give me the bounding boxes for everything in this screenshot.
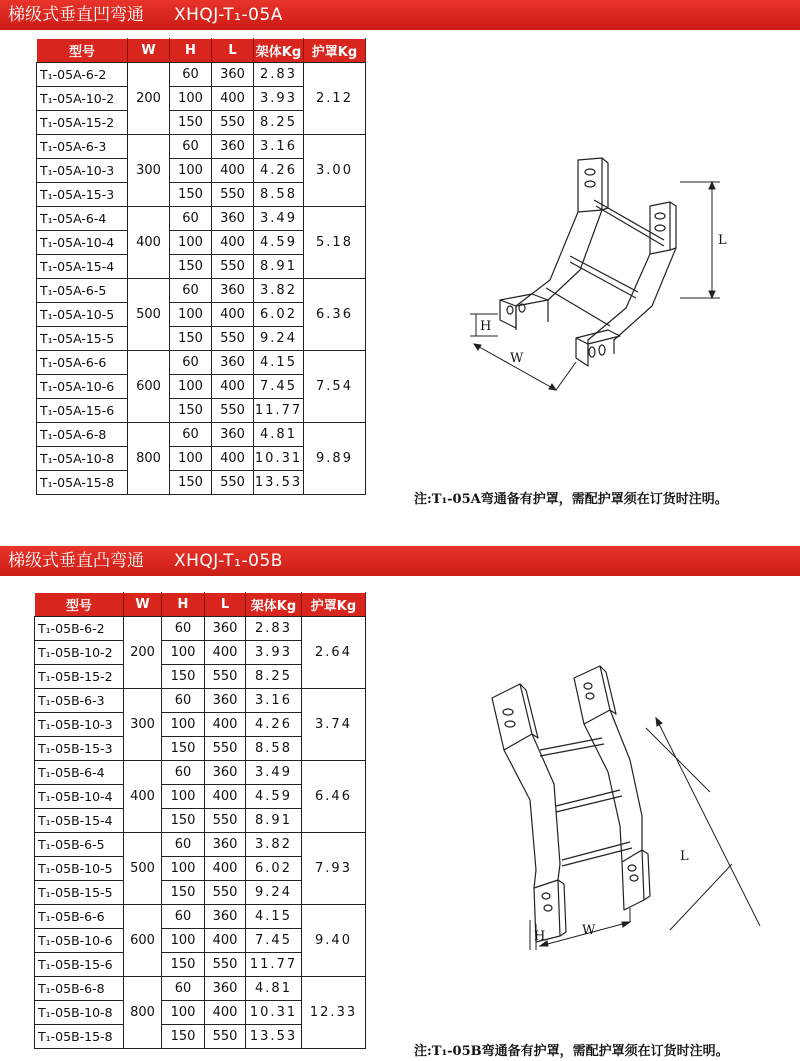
frame-weight-cell: 4.15: [254, 351, 304, 375]
frame-weight-cell: 13.53: [254, 471, 304, 495]
frame-weight-cell: 6.02: [254, 303, 304, 327]
height-cell: 150: [162, 809, 205, 833]
frame-weight-cell: 3.49: [246, 761, 302, 785]
frame-weight-cell: 4.81: [254, 423, 304, 447]
length-cell: 360: [212, 135, 254, 159]
width-cell: 600: [124, 905, 162, 977]
length-cell: 400: [205, 929, 246, 953]
height-cell: 60: [170, 351, 212, 375]
section-code: XHQJ-T₁-05A: [174, 5, 283, 25]
length-cell: 360: [212, 279, 254, 303]
column-header: W: [124, 593, 162, 617]
frame-weight-cell: 4.81: [246, 977, 302, 1001]
frame-weight-cell: 3.93: [246, 641, 302, 665]
table-body: [35, 617, 366, 1049]
height-cell: 60: [170, 423, 212, 447]
length-cell: 550: [212, 327, 254, 351]
height-cell: 60: [162, 761, 205, 785]
rung: [546, 288, 610, 326]
table-row: [35, 833, 366, 857]
length-cell: 550: [205, 881, 246, 905]
length-cell: 550: [212, 399, 254, 423]
height-cell: 100: [170, 375, 212, 399]
height-cell: 150: [162, 1025, 205, 1049]
guard-weight-cell: 5.18: [304, 207, 366, 279]
frame-weight-cell: 3.93: [254, 87, 304, 111]
model-cell: T₁-05A-10-8: [37, 447, 128, 471]
length-cell: 400: [205, 1001, 246, 1025]
model-cell: T₁-05A-15-3: [37, 183, 128, 207]
table-header: [35, 593, 366, 617]
frame-weight-cell: 8.58: [246, 737, 302, 761]
guard-weight-cell: 6.36: [304, 279, 366, 351]
spec-table-b: [34, 592, 366, 1049]
length-cell: 400: [212, 231, 254, 255]
length-cell: 400: [212, 87, 254, 111]
width-cell: 500: [124, 833, 162, 905]
section-banner-b: [0, 546, 800, 576]
model-cell: T₁-05A-6-5: [37, 279, 128, 303]
rail-top-right: [650, 202, 670, 254]
table-header: [37, 39, 366, 63]
end-plate-top-left: [492, 684, 532, 750]
column-header: 型号: [35, 593, 124, 617]
length-cell: 400: [212, 303, 254, 327]
model-cell: T₁-05A-15-6: [37, 399, 128, 423]
header-row: [35, 593, 366, 617]
rung: [540, 738, 602, 750]
guard-weight-cell: 2.12: [304, 63, 366, 135]
guard-weight-cell: 7.54: [304, 351, 366, 423]
model-cell: T₁-05A-15-4: [37, 255, 128, 279]
width-cell: 800: [128, 423, 170, 495]
width-cell: 200: [128, 63, 170, 135]
dim-label-w: W: [510, 351, 524, 366]
length-cell: 360: [205, 689, 246, 713]
frame-weight-cell: 2.83: [246, 617, 302, 641]
height-cell: 60: [162, 977, 205, 1001]
model-cell: T₁-05B-6-5: [35, 833, 124, 857]
height-cell: 100: [162, 785, 205, 809]
frame-weight-cell: 11.77: [254, 399, 304, 423]
model-cell: T₁-05B-10-5: [35, 857, 124, 881]
table-row: [37, 423, 366, 447]
end-plate-top-right: [574, 666, 610, 724]
model-cell: T₁-05B-15-2: [35, 665, 124, 689]
column-header: 架体Kg: [246, 593, 302, 617]
model-cell: T₁-05A-6-4: [37, 207, 128, 231]
model-cell: T₁-05A-10-2: [37, 87, 128, 111]
dim-label-h: H: [480, 319, 492, 334]
guard-weight-cell: 9.40: [302, 905, 366, 977]
section-code: XHQJ-T₁-05B: [174, 551, 283, 571]
length-cell: 360: [205, 617, 246, 641]
frame-weight-cell: 6.02: [246, 857, 302, 881]
length-cell: 400: [205, 857, 246, 881]
section-title: 梯级式垂直凸弯通: [8, 551, 144, 571]
frame-weight-cell: 3.82: [254, 279, 304, 303]
frame-weight-cell: 3.16: [254, 135, 304, 159]
model-cell: T₁-05B-6-6: [35, 905, 124, 929]
height-cell: 60: [170, 135, 212, 159]
height-cell: 100: [162, 641, 205, 665]
concave-elbow-drawing: [430, 130, 750, 410]
order-note-b: 注:T₁-05B弯通备有护罩，需配护罩须在订货时注明。: [414, 1044, 729, 1059]
model-cell: T₁-05B-10-3: [35, 713, 124, 737]
height-cell: 100: [162, 1001, 205, 1025]
height-cell: 150: [170, 327, 212, 351]
model-cell: T₁-05B-15-3: [35, 737, 124, 761]
width-cell: 800: [124, 977, 162, 1049]
frame-weight-cell: 7.45: [254, 375, 304, 399]
table-row: [37, 135, 366, 159]
section-title: 梯级式垂直凹弯通: [8, 5, 144, 25]
table-row: [35, 905, 366, 929]
length-cell: 550: [212, 255, 254, 279]
model-cell: T₁-05A-6-3: [37, 135, 128, 159]
frame-weight-cell: 2.83: [254, 63, 304, 87]
rail-top-left: [578, 158, 602, 212]
convex-elbow-drawing: [470, 650, 770, 960]
frame-weight-cell: 10.31: [254, 447, 304, 471]
frame-weight-cell: 9.24: [246, 881, 302, 905]
model-cell: T₁-05B-10-4: [35, 785, 124, 809]
guard-weight-cell: 9.89: [304, 423, 366, 495]
model-cell: T₁-05A-15-5: [37, 327, 128, 351]
model-cell: T₁-05B-6-2: [35, 617, 124, 641]
width-cell: 300: [124, 689, 162, 761]
height-cell: 150: [162, 953, 205, 977]
length-cell: 550: [212, 471, 254, 495]
height-cell: 150: [170, 111, 212, 135]
frame-weight-cell: 3.49: [254, 207, 304, 231]
length-cell: 550: [212, 183, 254, 207]
length-cell: 360: [205, 905, 246, 929]
height-cell: 100: [170, 87, 212, 111]
column-header: 护罩Kg: [304, 39, 366, 63]
length-cell: 360: [212, 63, 254, 87]
dim-label-l: L: [718, 233, 727, 248]
length-cell: 550: [212, 111, 254, 135]
length-cell: 400: [205, 641, 246, 665]
model-cell: T₁-05B-15-6: [35, 953, 124, 977]
height-cell: 60: [162, 833, 205, 857]
dim-label-h: H: [534, 929, 546, 944]
height-cell: 150: [170, 471, 212, 495]
frame-weight-cell: 13.53: [246, 1025, 302, 1049]
length-cell: 550: [205, 1025, 246, 1049]
width-cell: 600: [128, 351, 170, 423]
table-row: [35, 977, 366, 1001]
height-cell: 60: [170, 279, 212, 303]
height-cell: 100: [170, 303, 212, 327]
frame-weight-cell: 8.25: [254, 111, 304, 135]
table-row: [37, 351, 366, 375]
frame-weight-cell: 8.25: [246, 665, 302, 689]
dim-label-w: W: [582, 923, 596, 938]
column-header: W: [128, 39, 170, 63]
header-row: [37, 39, 366, 63]
height-cell: 100: [162, 713, 205, 737]
model-cell: T₁-05B-6-4: [35, 761, 124, 785]
guard-weight-cell: 7.93: [302, 833, 366, 905]
column-header: L: [205, 593, 246, 617]
model-cell: T₁-05A-6-6: [37, 351, 128, 375]
model-cell: T₁-05B-15-5: [35, 881, 124, 905]
length-cell: 360: [212, 423, 254, 447]
height-cell: 60: [170, 63, 212, 87]
height-cell: 60: [162, 617, 205, 641]
height-cell: 150: [162, 665, 205, 689]
dim-label-l: L: [680, 849, 689, 864]
length-cell: 360: [212, 207, 254, 231]
frame-weight-cell: 11.77: [246, 953, 302, 977]
height-cell: 150: [162, 737, 205, 761]
height-cell: 60: [170, 207, 212, 231]
column-header: H: [170, 39, 212, 63]
guard-weight-cell: 3.00: [304, 135, 366, 207]
height-cell: 100: [170, 447, 212, 471]
guard-weight-cell: 6.46: [302, 761, 366, 833]
frame-weight-cell: 10.31: [246, 1001, 302, 1025]
length-cell: 400: [212, 159, 254, 183]
rung: [556, 790, 620, 806]
table-row: [35, 689, 366, 713]
length-cell: 400: [205, 785, 246, 809]
length-cell: 360: [205, 833, 246, 857]
length-cell: 400: [205, 713, 246, 737]
table-row: [37, 279, 366, 303]
frame-weight-cell: 8.58: [254, 183, 304, 207]
model-cell: T₁-05A-10-5: [37, 303, 128, 327]
guard-weight-cell: 3.74: [302, 689, 366, 761]
height-cell: 60: [162, 689, 205, 713]
model-cell: T₁-05B-6-3: [35, 689, 124, 713]
frame-weight-cell: 4.59: [254, 231, 304, 255]
guard-weight-cell: 2.64: [302, 617, 366, 689]
frame-weight-cell: 9.24: [254, 327, 304, 351]
height-cell: 100: [170, 231, 212, 255]
height-cell: 150: [170, 399, 212, 423]
height-cell: 150: [170, 255, 212, 279]
spec-table-a: [36, 38, 366, 495]
width-cell: 400: [124, 761, 162, 833]
width-cell: 300: [128, 135, 170, 207]
model-cell: T₁-05B-10-8: [35, 1001, 124, 1025]
width-cell: 200: [124, 617, 162, 689]
table-body: [37, 63, 366, 495]
model-cell: T₁-05A-10-4: [37, 231, 128, 255]
frame-weight-cell: 4.15: [246, 905, 302, 929]
table-row: [35, 617, 366, 641]
frame-weight-cell: 4.26: [246, 713, 302, 737]
column-header: 型号: [37, 39, 128, 63]
height-cell: 150: [162, 881, 205, 905]
frame-weight-cell: 7.45: [246, 929, 302, 953]
model-cell: T₁-05B-10-6: [35, 929, 124, 953]
column-header: L: [212, 39, 254, 63]
width-cell: 500: [128, 279, 170, 351]
table-row: [37, 207, 366, 231]
frame-weight-cell: 4.59: [246, 785, 302, 809]
length-cell: 550: [205, 737, 246, 761]
table-row: [35, 761, 366, 785]
length-cell: 400: [212, 447, 254, 471]
height-cell: 100: [170, 159, 212, 183]
frame-weight-cell: 4.26: [254, 159, 304, 183]
model-cell: T₁-05A-15-2: [37, 111, 128, 135]
length-cell: 360: [212, 351, 254, 375]
frame-weight-cell: 3.16: [246, 689, 302, 713]
model-cell: T₁-05B-15-8: [35, 1025, 124, 1049]
height-cell: 150: [170, 183, 212, 207]
length-cell: 360: [205, 761, 246, 785]
rung: [594, 200, 664, 240]
length-cell: 550: [205, 665, 246, 689]
model-cell: T₁-05B-15-4: [35, 809, 124, 833]
model-cell: T₁-05A-15-8: [37, 471, 128, 495]
height-cell: 100: [162, 929, 205, 953]
length-cell: 400: [212, 375, 254, 399]
rung: [570, 256, 638, 292]
length-cell: 550: [205, 953, 246, 977]
model-cell: T₁-05B-10-2: [35, 641, 124, 665]
height-cell: 60: [162, 905, 205, 929]
column-header: 护罩Kg: [302, 593, 366, 617]
table-row: [37, 63, 366, 87]
model-cell: T₁-05A-6-2: [37, 63, 128, 87]
length-cell: 360: [205, 977, 246, 1001]
section-banner-a: [0, 0, 800, 30]
height-cell: 100: [162, 857, 205, 881]
model-cell: T₁-05B-6-8: [35, 977, 124, 1001]
rail-bottom-right: [622, 850, 644, 910]
column-header: H: [162, 593, 205, 617]
model-cell: T₁-05A-10-3: [37, 159, 128, 183]
frame-weight-cell: 8.91: [254, 255, 304, 279]
frame-weight-cell: 8.91: [246, 809, 302, 833]
frame-weight-cell: 3.82: [246, 833, 302, 857]
guard-weight-cell: 12.33: [302, 977, 366, 1049]
model-cell: T₁-05A-10-6: [37, 375, 128, 399]
column-header: 架体Kg: [254, 39, 304, 63]
model-cell: T₁-05A-6-8: [37, 423, 128, 447]
length-cell: 550: [205, 809, 246, 833]
order-note-a: 注:T₁-05A弯通备有护罩，需配护罩须在订货时注明。: [414, 492, 728, 507]
width-cell: 400: [128, 207, 170, 279]
